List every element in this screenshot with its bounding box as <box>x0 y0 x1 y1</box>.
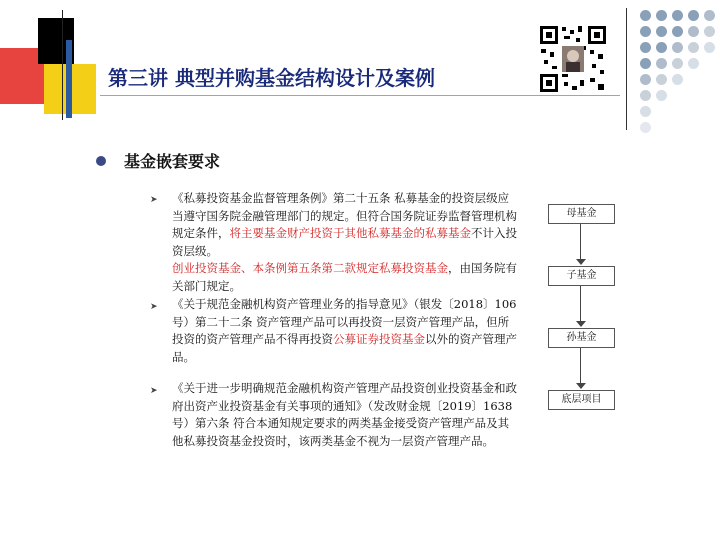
item-text: 《关于规范金融机构资产管理业务的指导意见》（银发〔2018〕106号）第二十二条 资产管理产品可以再投资一层资产管理产品，但所投资的资产管理产品不得再投资 <box>172 297 517 346</box>
decor-thin-line <box>62 10 63 120</box>
decor-blue-bar <box>66 40 72 118</box>
item-highlight: 创业投资基金、本条例第五条第二款规定私募投资基金 <box>172 261 448 275</box>
flow-arrow-icon <box>576 321 586 327</box>
list-item <box>172 380 517 450</box>
decor-dot-grid <box>640 10 716 132</box>
flow-box-mother-fund: 母基金 <box>548 204 615 224</box>
title-divider <box>100 95 620 96</box>
chevron-right-icon: ➤ <box>150 302 158 312</box>
item-highlight: 公募证券投资基金 <box>333 332 425 346</box>
list-item <box>172 296 517 366</box>
item-highlight: 将主要基金财产投资于其他私募基金的私募基金 <box>229 226 471 240</box>
header-vertical-line <box>626 8 627 130</box>
flow-arrow-icon <box>576 259 586 265</box>
flow-box-grandchild-fund: 孙基金 <box>548 328 615 348</box>
page-title: 第三讲 典型并购基金结构设计及案例 <box>108 66 435 90</box>
section-heading: 基金嵌套要求 <box>124 152 221 171</box>
flow-connector <box>580 348 581 384</box>
qr-code-icon <box>538 24 608 94</box>
flow-box-child-fund: 子基金 <box>548 266 615 286</box>
flow-connector <box>580 286 581 322</box>
list-item <box>172 190 517 260</box>
item-text: 《关于进一步明确规范金融机构资产管理产品投资创业投资基金和政府出资产业投资基金有关事项的通知》（发改财金规〔2019〕1638号）第六条 符合本通知规定要求的两类基金接受资产管理产品及其他私募投资基金投资时，该两类基金不视为一层资产管理产品。 <box>172 381 517 448</box>
flow-box-underlying-project: 底层项目 <box>548 390 615 410</box>
list-item-continuation <box>172 260 517 295</box>
chevron-right-icon: ➤ <box>150 386 158 396</box>
item-text: 《私募投资基金监督管理条例》第二十五条 私募基金的投资层级应当遵守国务院金融管理部门的规定。但符合国务院证券监督管理机构规定条件， <box>172 191 517 240</box>
chevron-right-icon: ➤ <box>150 195 158 205</box>
flow-arrow-icon <box>576 383 586 389</box>
item-text: 以外的资产管理产品。 <box>172 332 517 364</box>
item-text: 不计入投资层级。 <box>172 226 517 258</box>
bullet-dot-icon <box>96 156 106 166</box>
item-text: ，由国务院有关部门规定。 <box>172 261 517 293</box>
flow-connector <box>580 224 581 260</box>
